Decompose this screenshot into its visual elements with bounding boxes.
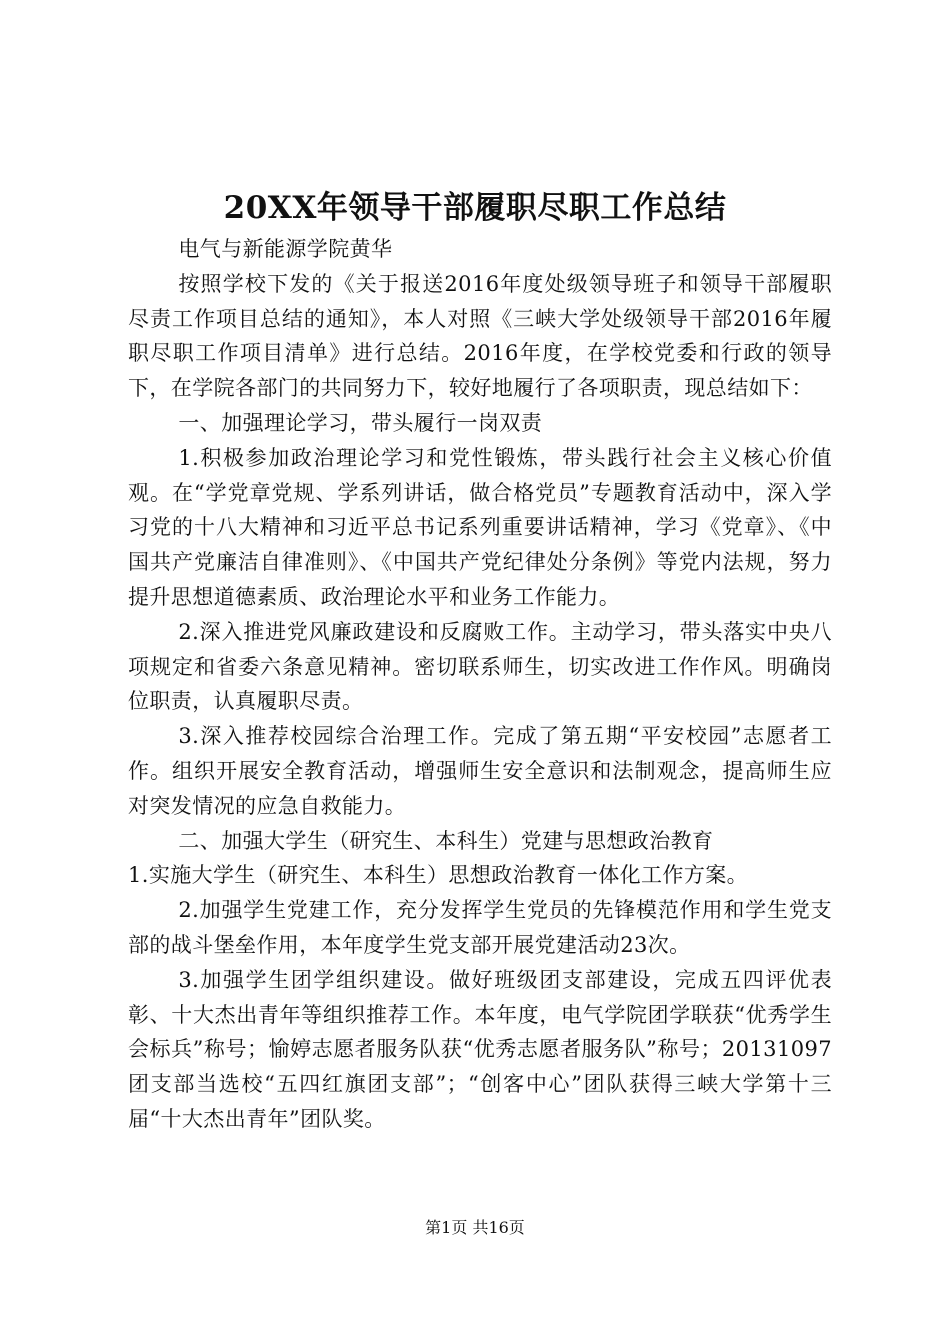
document-title: 20XX年领导干部履职尽职工作总结 (223, 190, 727, 226)
paragraph-2-2: 2.加强学生党建工作，充分发挥学生党员的先锋模范作用和学生党支部的战斗堡垒作用，本年度学生党支部开展党建活动23次。 (128, 898, 832, 957)
document-body (128, 232, 832, 1137)
paragraph-2-1: 1.实施大学生（研究生、本科生）思想政治教育一体化工作方案。 (128, 863, 749, 888)
author-line: 电气与新能源学院黄华 (178, 237, 393, 261)
paragraph-1-3: 3.深入推荐校园综合治理工作。完成了第五期“平安校园”志愿者工作。组织开展安全教育活动，增强师生安全意识和法制观念，提高师生应对突发情况的应急自救能力。 (128, 724, 832, 818)
section-heading-1: 一、加强理论学习，带头履行一岗双责 (178, 410, 543, 435)
section-heading-2: 二、加强大学生（研究生、本科生）党建与思想政治教育 (178, 828, 714, 853)
paragraph-1-2: 2.深入推进党风廉政建设和反腐败工作。主动学习，带头落实中央八项规定和省委六条意见精神。密切联系师生，切实改进工作作风。明确岗位职责，认真履职尽责。 (128, 619, 832, 714)
page-footer: 第1页 共16页 (425, 1218, 525, 1237)
paragraph-intro: 按照学校下发的《关于报送2016年度处级领导班子和领导干部履职尽责工作项目总结的通知》，本人对照《三峡大学处级领导干部2016年履职尽职工作项目清单》进行总结。2016年度，在学校党委和行政的领导下，在学院各部门的共同努力下，较好地履行了各项职责，现总结如下： (128, 271, 832, 401)
paragraph-2-3: 3.加强学生团学组织建设。做好班级团支部建设，完成五四评优表彰、十大杰出青年等组织推荐工作。本年度，电气学院团学联获“优秀学生会标兵”称号；愉婷志愿者服务队获“优秀志愿者服务队”称号；20131097团支部当选校“五四红旗团支部”；“创客中心”团队获得三峡大学第十三届“十大杰出青年”团队奖。 (128, 967, 832, 1131)
paragraph-1-1: 1.积极参加政治理论学习和党性锻炼，带头践行社会主义核心价值观。在“学党章党规、学系列讲话，做合格党员”专题教育活动中，深入学习党的十八大精神和习近平总书记系列重要讲话精神，学习《党章》、《中国共产党廉洁自律准则》、《中国共产党纪律处分条例》等党内法规，努力提升思想道德素质、政治理论水平和业务工作能力。 (128, 445, 832, 609)
